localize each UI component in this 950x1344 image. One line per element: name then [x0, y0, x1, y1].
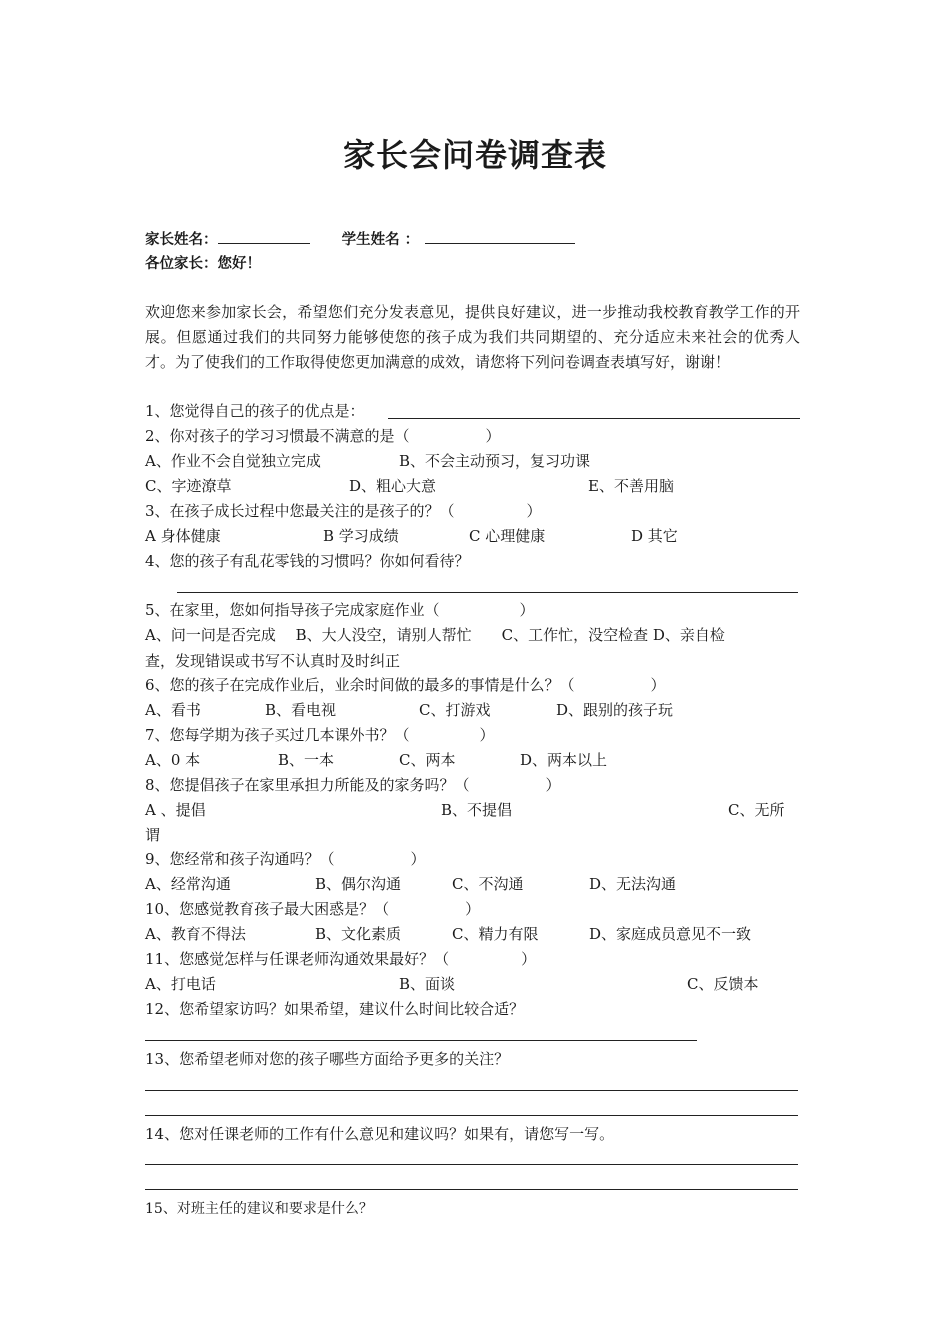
q11-option-a[interactable]: A、打电话 — [145, 975, 216, 993]
question-2: 2、你对孩子的学习习惯最不满意的是（ ） — [145, 427, 501, 445]
question-9: 9、您经常和孩子沟通吗？（ ） — [145, 850, 426, 868]
q14-answer-line-2[interactable] — [145, 1189, 798, 1190]
q9-option-a[interactable]: A、经常沟通 — [145, 875, 231, 893]
q9-option-b[interactable]: B、偶尔沟通 — [315, 875, 402, 893]
q8-option-a[interactable]: A 、提倡 — [145, 801, 206, 819]
q13-answer-line-2[interactable] — [145, 1115, 798, 1116]
question-10: 10、您感觉教育孩子最大困惑是？（ ） — [145, 900, 481, 918]
question-4: 4、您的孩子有乱花零钱的习惯吗？你如何看待？ — [145, 552, 470, 570]
question-11: 11、您感觉怎样与任课老师沟通效果最好？（ ） — [145, 950, 537, 968]
q7-option-d[interactable]: D、两本以上 — [520, 751, 608, 769]
q3-option-c[interactable]: C 心理健康 — [469, 527, 546, 545]
question-15: 15、对班主任的建议和要求是什么？ — [145, 1201, 373, 1217]
q4-answer-line[interactable] — [177, 592, 798, 593]
intro-paragraph: 欢迎您来参加家长会，希望您们充分发表意见，提供良好建议，进一步推动我校教育教学工作的开展。但愿通过我们的共同努力能够使您的孩子成为我们共同期望的、充分适应未来社会的优秀人才。为了使我们的工作取得使您更加满意的成效，请您将下列问卷调查表填写好，谢谢！ — [145, 303, 800, 371]
q7-option-c[interactable]: C、两本 — [399, 751, 456, 769]
q8-option-b[interactable]: B、不提倡 — [441, 801, 513, 819]
q1-answer-line[interactable] — [388, 418, 800, 419]
q6-option-c[interactable]: C、打游戏 — [419, 701, 491, 719]
q8-option-c-continued: 谓 — [145, 826, 161, 844]
q8-option-c[interactable]: C、无所 — [728, 801, 785, 819]
q11-option-c[interactable]: C、反馈本 — [687, 975, 759, 993]
q3-option-d[interactable]: D 其它 — [631, 527, 678, 545]
q10-option-c[interactable]: C、精力有限 — [452, 925, 539, 943]
q3-option-a[interactable]: A 身体健康 — [145, 527, 221, 545]
student-name-label: 学生姓名 ： — [341, 232, 420, 248]
q2-option-a[interactable]: A、作业不会自觉独立完成 — [145, 452, 321, 470]
question-13: 13、您希望老师对您的孩子哪些方面给予更多的关注？ — [145, 1050, 510, 1068]
q3-option-b[interactable]: B 学习成绩 — [323, 527, 399, 545]
question-12: 12、您希望家访吗？如果希望，建议什么时间比较合适？ — [145, 1000, 525, 1018]
question-5: 5、在家里，您如何指导孩子完成家庭作业（ ） — [145, 601, 535, 619]
q13-answer-line-1[interactable] — [145, 1090, 798, 1091]
question-7: 7、您每学期为孩子买过几本课外书？（ ） — [145, 726, 495, 744]
question-14: 14、您对任课老师的工作有什么意见和建议吗？如果有，请您写一写。 — [145, 1125, 615, 1143]
q7-option-b[interactable]: B、一本 — [278, 751, 335, 769]
student-name-blank[interactable] — [425, 229, 575, 244]
q9-option-d[interactable]: D、无法沟通 — [589, 875, 677, 893]
q10-option-d[interactable]: D、家庭成员意见不一致 — [589, 925, 752, 943]
name-fields-row — [145, 229, 575, 250]
q10-option-b[interactable]: B、文化素质 — [315, 925, 402, 943]
q10-option-a[interactable]: A、教育不得法 — [145, 925, 246, 943]
q14-answer-line-1[interactable] — [145, 1164, 798, 1165]
question-8: 8、您提倡孩子在家里承担力所能及的家务吗？（ ） — [145, 776, 561, 794]
q6-option-a[interactable]: A、看书 — [145, 701, 201, 719]
q11-option-b[interactable]: B、面谈 — [399, 975, 456, 993]
page-title: 家长会问卷调查表 — [342, 136, 607, 174]
question-3: 3、在孩子成长过程中您最关注的是孩子的？（ ） — [145, 502, 542, 520]
q5-options[interactable]: A、问一问是否完成 B、大人没空，请别人帮忙 C、工作忙，没空检查 D、亲自检 — [145, 626, 725, 644]
question-1: 1、您觉得自己的孩子的优点是： — [145, 402, 365, 420]
parent-name-label: 家长姓名： — [145, 232, 218, 248]
q6-option-d[interactable]: D、跟别的孩子玩 — [556, 701, 674, 719]
greeting: 各位家长：您好！ — [145, 256, 261, 272]
q7-option-a[interactable]: A、0 本 — [145, 751, 201, 769]
q2-option-b[interactable]: B、不会主动预习，复习功课 — [399, 452, 591, 470]
q2-option-c[interactable]: C、字迹潦草 — [145, 477, 232, 495]
q2-option-e[interactable]: E、不善用脑 — [588, 477, 674, 495]
q5-options-continued: 查，发现错误或书写不认真时及时纠正 — [145, 652, 401, 670]
q2-option-d[interactable]: D、粗心大意 — [349, 477, 437, 495]
q6-option-b[interactable]: B、看电视 — [265, 701, 337, 719]
q9-option-c[interactable]: C、不沟通 — [452, 875, 524, 893]
q12-answer-line[interactable] — [145, 1040, 697, 1041]
question-6: 6、您的孩子在完成作业后，业余时间做的最多的事情是什么？（ ） — [145, 676, 666, 694]
parent-name-blank[interactable] — [218, 229, 310, 244]
